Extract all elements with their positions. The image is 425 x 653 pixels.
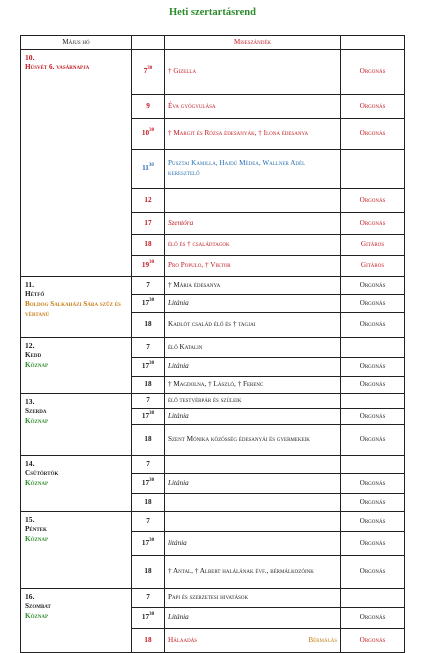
time-cell: $7^{30}$: [132, 50, 165, 95]
time-cell: $17^{30}$: [132, 358, 165, 377]
day-name: Péntek: [25, 525, 47, 534]
day-name: Szerda: [25, 407, 47, 416]
music-cell: Orgonás: [341, 409, 405, 425]
day-number: 15.: [25, 515, 35, 524]
intention-cell: élő és † családtagok: [165, 235, 341, 256]
page-title: Heti szertartásrend: [169, 7, 256, 18]
intention-cell: [165, 189, 341, 213]
day-feast: Boldog Salkaházi Sára szűz és vértanú: [25, 299, 121, 318]
month-header: Május hó: [21, 36, 132, 50]
intention-cell: [165, 494, 341, 512]
day-name: Kedd: [25, 351, 42, 360]
day-cell-11: [21, 277, 132, 338]
music-cell: Orgonás: [341, 556, 405, 589]
intention-cell: Pro Populo, † Viktor: [165, 256, 341, 277]
day-number: 11.: [25, 280, 35, 289]
table-row: [21, 50, 405, 95]
time-cell: 18: [132, 425, 165, 456]
intention-cell: Kadlót család élő és † tagjai: [165, 313, 341, 338]
intention-cell: Litánia: [165, 358, 341, 377]
day-number: 12.: [25, 341, 35, 350]
time-cell: 9: [132, 95, 165, 119]
intention-cell: † Margit és Rózsa édesanyák, † Ilona édesanya: [165, 119, 341, 150]
intention-cell: [165, 456, 341, 474]
day-number: 16.: [25, 592, 35, 601]
time-cell: 7: [132, 277, 165, 295]
time-cell: 18: [132, 629, 165, 653]
music-cell: Orgonás: [341, 313, 405, 338]
intention-cell: Litánia: [165, 608, 341, 629]
intention-cell: Szentóra: [165, 213, 341, 235]
time-cell: 7: [132, 456, 165, 474]
music-cell: Orgonás: [341, 512, 405, 532]
intention-cell: [165, 512, 341, 532]
intention-cell: Éva gyógyulása: [165, 95, 341, 119]
table-row: [21, 456, 405, 474]
day-cell-15: [21, 512, 132, 589]
time-cell: $17^{30}$: [132, 295, 165, 313]
table-row: [21, 394, 405, 409]
time-cell: $19^{30}$: [132, 256, 165, 277]
music-cell: Gitáros: [341, 235, 405, 256]
day-feast: Köznap: [25, 478, 49, 487]
intention-cell: Papi és szerzetesi hivatások: [165, 589, 341, 608]
music-cell: [341, 589, 405, 608]
day-cell-12: [21, 338, 132, 394]
time-cell: $17^{30}$: [132, 409, 165, 425]
day-feast: Köznap: [25, 534, 49, 543]
music-header: [341, 36, 405, 50]
intention-cell: † Mária édesanya: [165, 277, 341, 295]
time-cell: 7: [132, 394, 165, 409]
day-number: 13.: [25, 397, 35, 406]
time-cell: $11^{30}$: [132, 150, 165, 189]
intention-cell: [165, 629, 341, 653]
music-cell: Orgonás: [341, 277, 405, 295]
music-cell: [341, 394, 405, 409]
intention-cell: Litánia: [165, 295, 341, 313]
header-row: [21, 36, 405, 50]
music-cell: Orgonás: [341, 532, 405, 556]
table-row: [21, 589, 405, 608]
intention-text: Hálaadás: [168, 635, 198, 644]
time-header: [132, 36, 165, 50]
time-cell: 18: [132, 494, 165, 512]
mass-header: Miseszándék: [165, 36, 341, 50]
music-cell: Orgonás: [341, 95, 405, 119]
day-cell-13: [21, 394, 132, 456]
time-cell: 7: [132, 338, 165, 358]
time-cell: $10^{30}$: [132, 119, 165, 150]
day-name: Szombat: [25, 602, 51, 611]
time-cell: 7: [132, 512, 165, 532]
music-cell: [341, 456, 405, 474]
day-name: Húsvét 6. vasárnapja: [25, 63, 90, 72]
music-cell: Orgonás: [341, 629, 405, 653]
time-cell: 18: [132, 235, 165, 256]
intention-cell: élő testvérpár és szüleik: [165, 394, 341, 409]
time-cell: $17^{30}$: [132, 474, 165, 494]
day-cell-16: [21, 589, 132, 653]
table-row: [21, 338, 405, 358]
day-name: Hétfő: [25, 290, 45, 299]
music-cell: [341, 150, 405, 189]
music-cell: Orgonás: [341, 425, 405, 456]
time-cell: 17: [132, 213, 165, 235]
table-row: [21, 512, 405, 532]
table-row: [21, 277, 405, 295]
day-feast: Köznap: [25, 611, 49, 620]
time-cell: $17^{30}$: [132, 608, 165, 629]
music-cell: Orgonás: [341, 50, 405, 95]
intention-note: Bérmálás: [308, 635, 337, 644]
time-cell: 18: [132, 313, 165, 338]
music-cell: Orgonás: [341, 377, 405, 394]
day-number: 10.: [25, 53, 35, 62]
intention-cell: † Antal, † Albert halálának évf., bérmálkozóink: [165, 556, 341, 589]
music-cell: Orgonás: [341, 189, 405, 213]
day-cell-14: [21, 456, 132, 512]
music-cell: Orgonás: [341, 494, 405, 512]
day-name: Csütörtök: [25, 469, 59, 478]
music-cell: Orgonás: [341, 608, 405, 629]
music-cell: [341, 338, 405, 358]
music-cell: Gitáros: [341, 256, 405, 277]
schedule-table: [20, 35, 405, 653]
music-cell: Orgonás: [341, 213, 405, 235]
music-cell: Orgonás: [341, 358, 405, 377]
day-feast: Köznap: [25, 360, 49, 369]
intention-cell: Litánia: [165, 474, 341, 494]
day-feast: Köznap: [25, 416, 49, 425]
music-cell: Orgonás: [341, 295, 405, 313]
intention-cell: Pusztai Kamilla, Hajdú Médea, Wallner Adél keresztelő: [165, 150, 341, 189]
time-cell: $17^{30}$: [132, 532, 165, 556]
intention-cell: élő Katalin: [165, 338, 341, 358]
time-cell: 18: [132, 556, 165, 589]
intention-cell: Szent Mónika közösség édesanyái és gyermekeik: [165, 425, 341, 456]
time-cell: 18: [132, 377, 165, 394]
intention-cell: † Gizella: [165, 50, 341, 95]
intention-cell: Litánia: [165, 409, 341, 425]
music-cell: Orgonás: [341, 119, 405, 150]
time-cell: 12: [132, 189, 165, 213]
time-cell: 7: [132, 589, 165, 608]
intention-cell: † Magdolna, † László, † Ferenc: [165, 377, 341, 394]
day-cell-10: [21, 50, 132, 277]
music-cell: Orgonás: [341, 474, 405, 494]
intention-cell: litánia: [165, 532, 341, 556]
day-number: 14.: [25, 459, 35, 468]
